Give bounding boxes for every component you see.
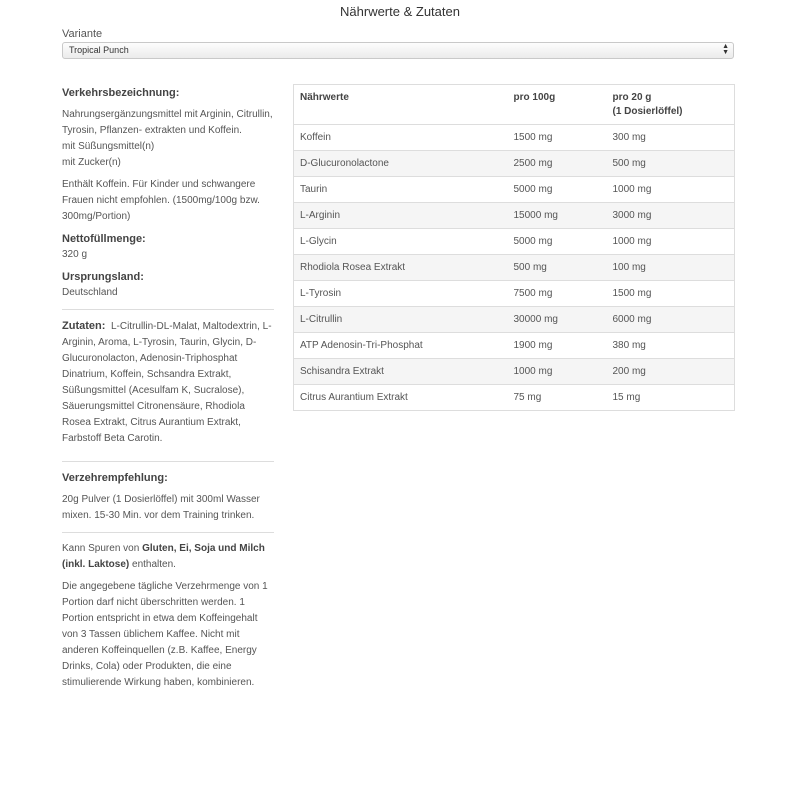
ingredients-heading: Zutaten: (62, 320, 106, 332)
header-per-serving: pro 20 g (1 Dosierlöffel) (607, 85, 735, 125)
product-info-column (62, 85, 274, 691)
variant-label: Variante (62, 28, 103, 40)
table-row: Schisandra Extrakt 1000 mg 200 mg (294, 359, 735, 385)
designation-text: Nahrungsergänzungsmittel mit Arginin, Citrullin, Tyrosin, Pflanzen- extrakten und Koffein. (62, 109, 273, 136)
nutrition-table-header (294, 85, 735, 125)
ingredients-text: L-Citrullin-DL-Malat, Maltodextrin, L-Arginin, Aroma, L-Tyrosin, Taurin, Glycin, D-Glucuronolacton, Adenosin-Triphosphat Dinatrium, Koffein, Schsandra Extrakt, Süßungsmittel (Acesulfam K, Sucralose), Säuerungsmittel Citronensäure, Rhodiola Rosea Extrakt, Citrus Aurantium Extrakt, Farbstoff Beta Carotin. (62, 321, 272, 444)
table-row: Taurin 5000 mg 1000 mg (294, 177, 735, 203)
origin-value: Deutschland (62, 287, 118, 298)
table-row: L-Arginin 15000 mg 3000 mg (294, 203, 735, 229)
select-arrows-icon: ▲ ▼ (722, 43, 729, 56)
table-row: L-Tyrosin 7500 mg 1500 mg (294, 281, 735, 307)
caffeine-warning: Enthält Koffein. Für Kinder und schwangere Frauen nicht empfohlen. (1500mg/100g bzw. 300mg/Portion) (62, 179, 260, 222)
designation-sweetener: mit Süßungsmittel(n) (62, 141, 155, 152)
recommendation-text: 20g Pulver (1 Dosierlöffel) mit 300ml Wasser mixen. 15-30 Min. vor dem Training trinken. (62, 494, 260, 521)
net-quantity-heading: Nettofüllmenge: (62, 233, 146, 245)
page-title: Nährwerte & Zutaten (340, 4, 460, 19)
allergen-notice (62, 541, 274, 573)
variant-selected-value: Tropical Punch (69, 45, 129, 55)
net-quantity-value: 320 g (62, 249, 88, 260)
recommendation-heading: Verzehrempfehlung: (62, 472, 168, 484)
table-row: ATP Adenosin-Tri-Phosphat 1900 mg 380 mg (294, 333, 735, 359)
header-per-100g: pro 100g (508, 85, 607, 125)
table-row: Rhodiola Rosea Extrakt 500 mg 100 mg (294, 255, 735, 281)
allergen-prefix: Kann Spuren von (62, 543, 140, 554)
allergen-list: Gluten, Ei, Soja und Milch (inkl. Laktose) (62, 543, 265, 570)
dosage-disclaimer: Die angegebene tägliche Verzehrmenge von 1 Portion darf nicht überschritten werden. 1 Portion entspricht in etwa dem Koffeingehalt von 3 Tassen üblichem Kaffee. Nicht mit anderen Koffeinquellen (z.B. Kaffee, Energy Drinks, Cola) oder Produkten, die eine stimulierende Wirkung haben, kombinieren. (62, 581, 268, 688)
allergen-suffix: enthalten. (132, 559, 176, 570)
designation-heading: Verkehrsbezeichnung: (62, 87, 180, 99)
nutrition-table (293, 84, 735, 411)
table-row: Citrus Aurantium Extrakt 75 mg 15 mg (294, 385, 735, 411)
header-nutrient: Nährwerte (294, 85, 508, 125)
ingredients (62, 318, 274, 447)
variant-select[interactable] (62, 42, 734, 59)
table-row: D-Glucuronolactone 2500 mg 500 mg (294, 151, 735, 177)
table-row: L-Glycin 5000 mg 1000 mg (294, 229, 735, 255)
designation-sugar: mit Zucker(n) (62, 157, 121, 168)
table-row: Koffein 1500 mg 300 mg (294, 125, 735, 151)
origin-heading: Ursprungsland: (62, 271, 144, 283)
table-row: L-Citrullin 30000 mg 6000 mg (294, 307, 735, 333)
